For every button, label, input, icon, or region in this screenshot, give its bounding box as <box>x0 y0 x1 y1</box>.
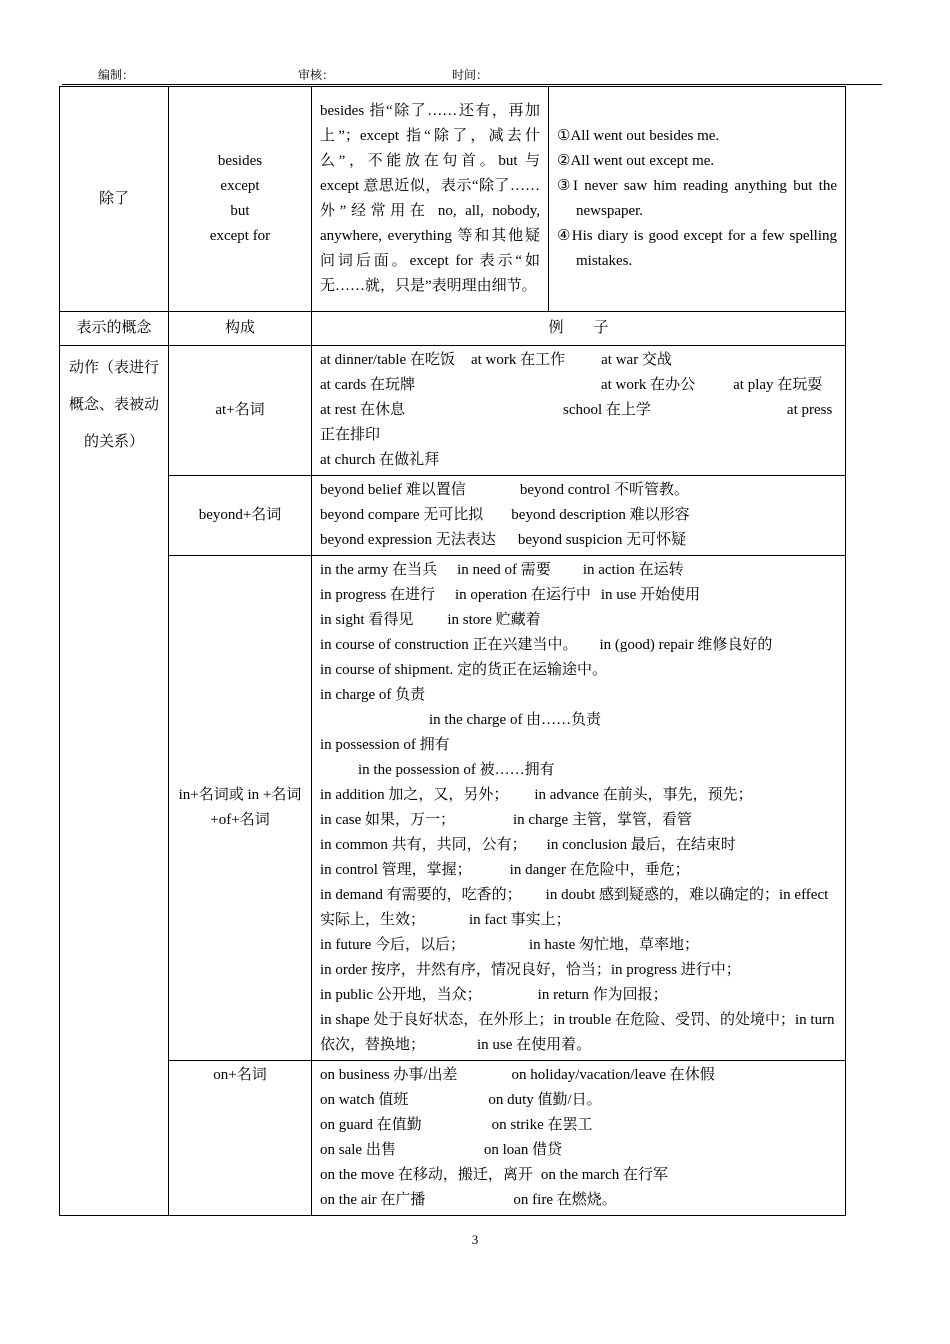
group-form: on+名词 <box>169 1061 312 1216</box>
form-item: except for <box>209 228 271 244</box>
example-line: on sale 出售 on loan 借贷 <box>320 1142 563 1158</box>
group-row-beyond <box>60 476 846 556</box>
example-line: beyond expression 无法表达 beyond suspicion 无可怀疑 <box>320 532 687 548</box>
group-form: beyond+名词 <box>169 476 312 556</box>
explanation-example-cell <box>312 87 846 312</box>
page-header <box>62 64 882 85</box>
example-line: in demand 有需要的，吃香的； in doubt 感到疑惑的，难以确定的；in effect 实际上，生效； in fact 事实上； <box>320 887 829 928</box>
example-line: in public 公开地，当众； in return 作为回报； <box>320 987 668 1003</box>
example-line: in course of shipment. 定的货正在运输途中。 <box>320 662 608 678</box>
example-line: in progress 在进行 in operation 在运行中 in use 开始使用 <box>320 587 700 603</box>
reviewer-label: 审核： <box>298 68 335 82</box>
example-line: on guard 在值勤 on strike 在罢工 <box>320 1117 593 1133</box>
group-examples <box>312 1061 846 1216</box>
page-number: 3 <box>471 1232 479 1247</box>
example-line: on the air 在广播 on fire 在燃烧。 <box>320 1192 617 1208</box>
example-line: in the army 在当兵 in need of 需要 in action 在运转 <box>320 562 684 578</box>
example-line: at cards 在玩牌 at work 在办公 at play 在玩耍 <box>320 377 823 393</box>
column-header-row <box>60 312 846 346</box>
group-examples <box>312 346 846 476</box>
form-item: besides <box>217 153 263 169</box>
example-line: at rest 在休息 school 在上学 at press 正在排印 <box>320 402 833 443</box>
group-examples <box>312 556 846 1061</box>
form-item: except <box>220 178 260 194</box>
group-form: at+名词 <box>169 346 312 476</box>
time-label: 时间： <box>452 68 489 82</box>
example-line: in the charge of 由……负责 <box>429 712 602 728</box>
example-line: ②All went out except me. <box>557 153 715 169</box>
example-line: in the possession of 被……拥有 <box>358 762 555 778</box>
editor-label: 编制： <box>98 68 135 82</box>
example-line: on the move 在移动，搬迁，离开 on the march 在行军 <box>320 1167 668 1183</box>
example-line: in case 如果，万一； in charge 主管，掌管，看管 <box>320 812 692 828</box>
example-line: on business 办事/出差 on holiday/vacation/leave 在休假 <box>320 1067 715 1083</box>
example-line: beyond belief 难以置信 beyond control 不听管教。 <box>320 482 689 498</box>
example-line: in possession of 拥有 <box>320 737 450 753</box>
example-line: in common 共有，共同，公有； in conclusion 最后，在结束时 <box>320 837 736 853</box>
example-line: beyond compare 无可比拟 beyond description 难以形容 <box>320 507 690 523</box>
example-line: ①All went out besides me. <box>557 128 720 144</box>
example-line: in course of construction 正在兴建当中。 in (good) repair 维修良好的 <box>320 637 773 653</box>
form-item: but <box>230 203 250 219</box>
action-concept: 动作（表进行概念、表被动的关系） <box>60 346 169 1216</box>
besides-row <box>60 87 846 312</box>
concept-cell: 除了 <box>60 87 169 312</box>
example-line: at dinner/table 在吃饭 at work 在工作 at war 交战 <box>320 352 672 368</box>
example-line: on watch 值班 on duty 值勤/日。 <box>320 1092 602 1108</box>
example-line: in future 今后，以后； in haste 匆忙地，草率地； <box>320 937 699 953</box>
examples-block <box>549 87 838 311</box>
example-line: in shape 处于良好状态，在外形上；in trouble 在危险、受罚、的处境中；in turn 依次，替换地； in use 在使用着。 <box>320 1012 835 1053</box>
explanation-text: besides 指“除了……还有，再加上”；except 指“除了，减去什么”，不能放在句首。but 与 except 意思近似，表示“除了……外”经常用在 no, all, nobody, anywhere, everything 等和其他疑问词后面。except for 表示“如无……就，只是”表明理由细节。 <box>320 87 549 311</box>
example-line: at church 在做礼拜 <box>320 452 440 468</box>
group-examples <box>312 476 846 556</box>
example-line: in addition 加之，又，另外； in advance 在前头，事先，预先； <box>320 787 753 803</box>
example-line: in order 按序，井然有序，情况良好，恰当；in progress 进行中； <box>320 962 741 978</box>
example-line: ③I never saw him reading anything but the newspaper. <box>557 178 837 219</box>
forms-cell <box>169 87 312 312</box>
example-line: in charge of 负责 <box>320 687 426 703</box>
column-concept: 表示的概念 <box>60 312 169 346</box>
inner-table <box>320 87 837 311</box>
group-row-on <box>60 1061 846 1216</box>
example-line: in sight 看得见 in store 贮藏着 <box>320 612 541 628</box>
example-line: ④His diary is good except for a few spelling mistakes. <box>557 228 837 269</box>
column-form: 构成 <box>169 312 312 346</box>
example-line: in control 管理，掌握； in danger 在危险中，垂危； <box>320 862 690 878</box>
column-example: 例 子 <box>312 312 846 346</box>
group-row-in <box>60 556 846 1061</box>
group-form: in+名词或 in +名词+of+名词 <box>169 556 312 1061</box>
group-row-at <box>60 346 846 476</box>
grammar-table <box>59 86 846 1216</box>
